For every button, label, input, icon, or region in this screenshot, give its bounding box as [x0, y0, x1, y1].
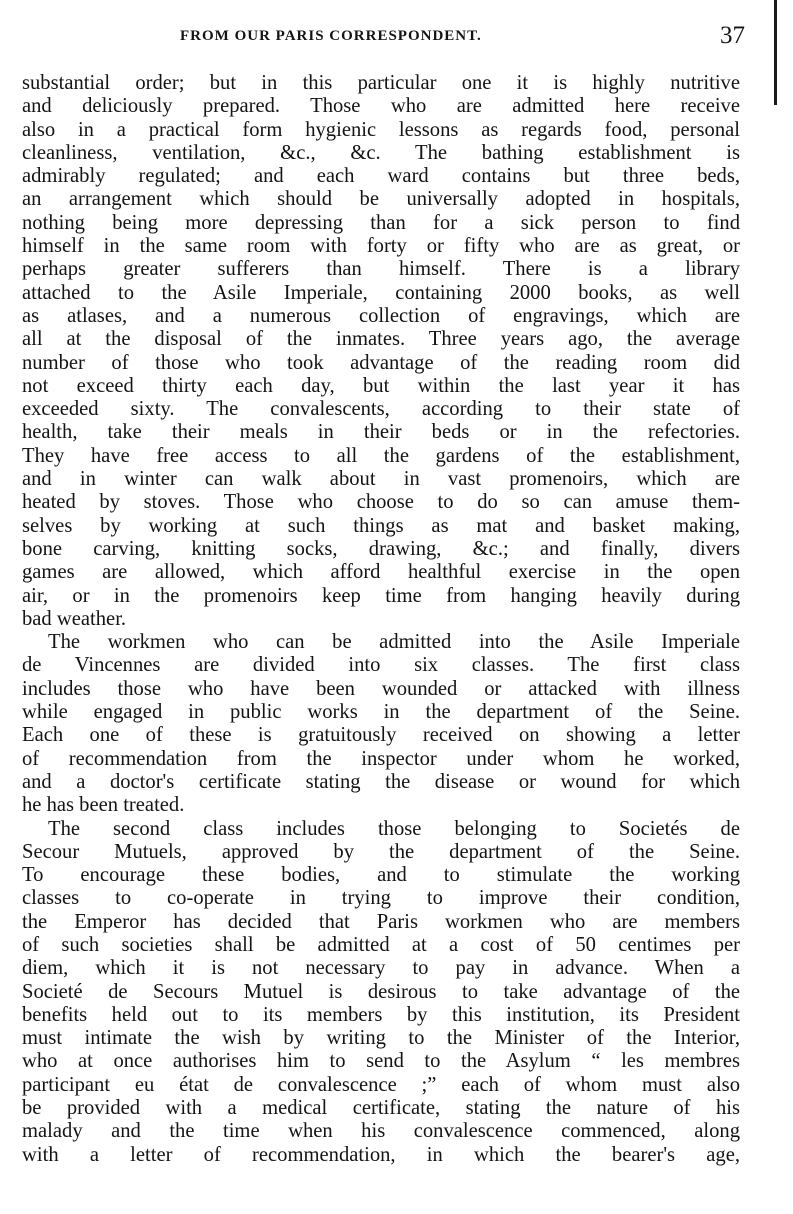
text-line: includes those who have been wounded or attacked with illness [22, 677, 740, 700]
text-line: health, take their meals in their beds or in the refectories. [22, 421, 740, 444]
text-line: malady and the time when his convalescence commenced, along [22, 1120, 740, 1143]
text-line: heated by stoves. Those who choose to do so can amuse them- [22, 491, 740, 514]
text-line: also in a practical form hygienic lessons as regards food, personal [22, 118, 740, 141]
text-line: nothing being more depressing than for a sick person to find [22, 211, 740, 234]
text-line: Secour Mutuels, approved by the department of the Seine. [22, 840, 740, 863]
text-line: all at the disposal of the inmates. Three years ago, the average [22, 328, 740, 351]
running-head: FROM OUR PARIS CORRESPONDENT. [180, 28, 482, 44]
text-line: number of those who took advantage of the reading room did [22, 351, 740, 374]
text-line: participant eu état de convalescence ;” each of whom must also [22, 1073, 740, 1096]
text-line: as atlases, and a numerous collection of engravings, which are [22, 304, 740, 327]
text-line: Societé de Secours Mutuel is desirous to take advantage of the [22, 980, 740, 1003]
page-header [20, 22, 745, 56]
text-line: not exceed thirty each day, but within the last year it has [22, 374, 740, 397]
text-line: himself in the same room with forty or fifty who are as great, or [22, 235, 740, 258]
text-line: with a letter of recommendation, in which the bearer's age, [22, 1143, 740, 1166]
text-line: cleanliness, ventilation, &c., &c. The bathing establishment is [22, 141, 740, 164]
right-margin-rule [774, 0, 777, 105]
paragraph-start-line: The workmen who can be admitted into the Asile Imperiale [48, 631, 740, 654]
text-line: attached to the Asile Imperiale, containing 2000 books, as well [22, 281, 740, 304]
text-line: must intimate the wish by writing to the Minister of the Interior, [22, 1027, 740, 1050]
text-line: classes to co-operate in trying to improve their condition, [22, 887, 740, 910]
text-line: the Emperor has decided that Paris workmen who are members [22, 910, 740, 933]
body-text [22, 72, 740, 1167]
text-line: diem, which it is not necessary to pay in advance. When a [22, 957, 740, 980]
text-line: and deliciously prepared. Those who are admitted here receive [22, 95, 740, 118]
text-line: benefits held out to its members by this institution, its President [22, 1003, 740, 1026]
text-line: who at once authorises him to send to the Asylum “ les membres [22, 1050, 740, 1073]
text-line: substantial order; but in this particular one it is highly nutritive [22, 72, 740, 94]
text-line: They have free access to all the gardens of the establishment, [22, 444, 740, 467]
text-line: admirably regulated; and each ward contains but three beds, [22, 165, 740, 188]
text-line: exceeded sixty. The convalescents, according to their state of [22, 398, 740, 421]
text-line: Each one of these is gratuitously received on showing a letter [22, 724, 740, 747]
text-line: and in winter can walk about in vast promenoirs, which are [22, 468, 740, 491]
text-line: de Vincennes are divided into six classes. The first class [22, 654, 740, 677]
text-line: and a doctor's certificate stating the disease or wound for which [22, 770, 740, 793]
text-line: games are allowed, which afford healthful exercise in the open [22, 561, 740, 584]
paragraph-end-line: bad weather. [22, 607, 127, 630]
text-line: selves by working at such things as mat and basket making, [22, 514, 740, 537]
paragraph-end-line: he has been treated. [22, 794, 185, 817]
page-number: 37 [720, 22, 745, 49]
text-line: To encourage these bodies, and to stimulate the working [22, 864, 740, 887]
text-line: air, or in the promenoirs keep time from hanging heavily during [22, 584, 740, 607]
text-line: an arrangement which should be universally adopted in hospitals, [22, 188, 740, 211]
text-line: while engaged in public works in the department of the Seine. [22, 701, 740, 724]
text-line: perhaps greater sufferers than himself. There is a library [22, 258, 740, 281]
paragraph-start-line: The second class includes those belonging to Societés de [48, 817, 740, 840]
text-line: of such societies shall be admitted at a cost of 50 centimes per [22, 933, 740, 956]
text-line: bone carving, knitting socks, drawing, &c.; and finally, divers [22, 537, 740, 560]
text-line: of recommendation from the inspector under whom he worked, [22, 747, 740, 770]
text-line: be provided with a medical certificate, stating the nature of his [22, 1097, 740, 1120]
